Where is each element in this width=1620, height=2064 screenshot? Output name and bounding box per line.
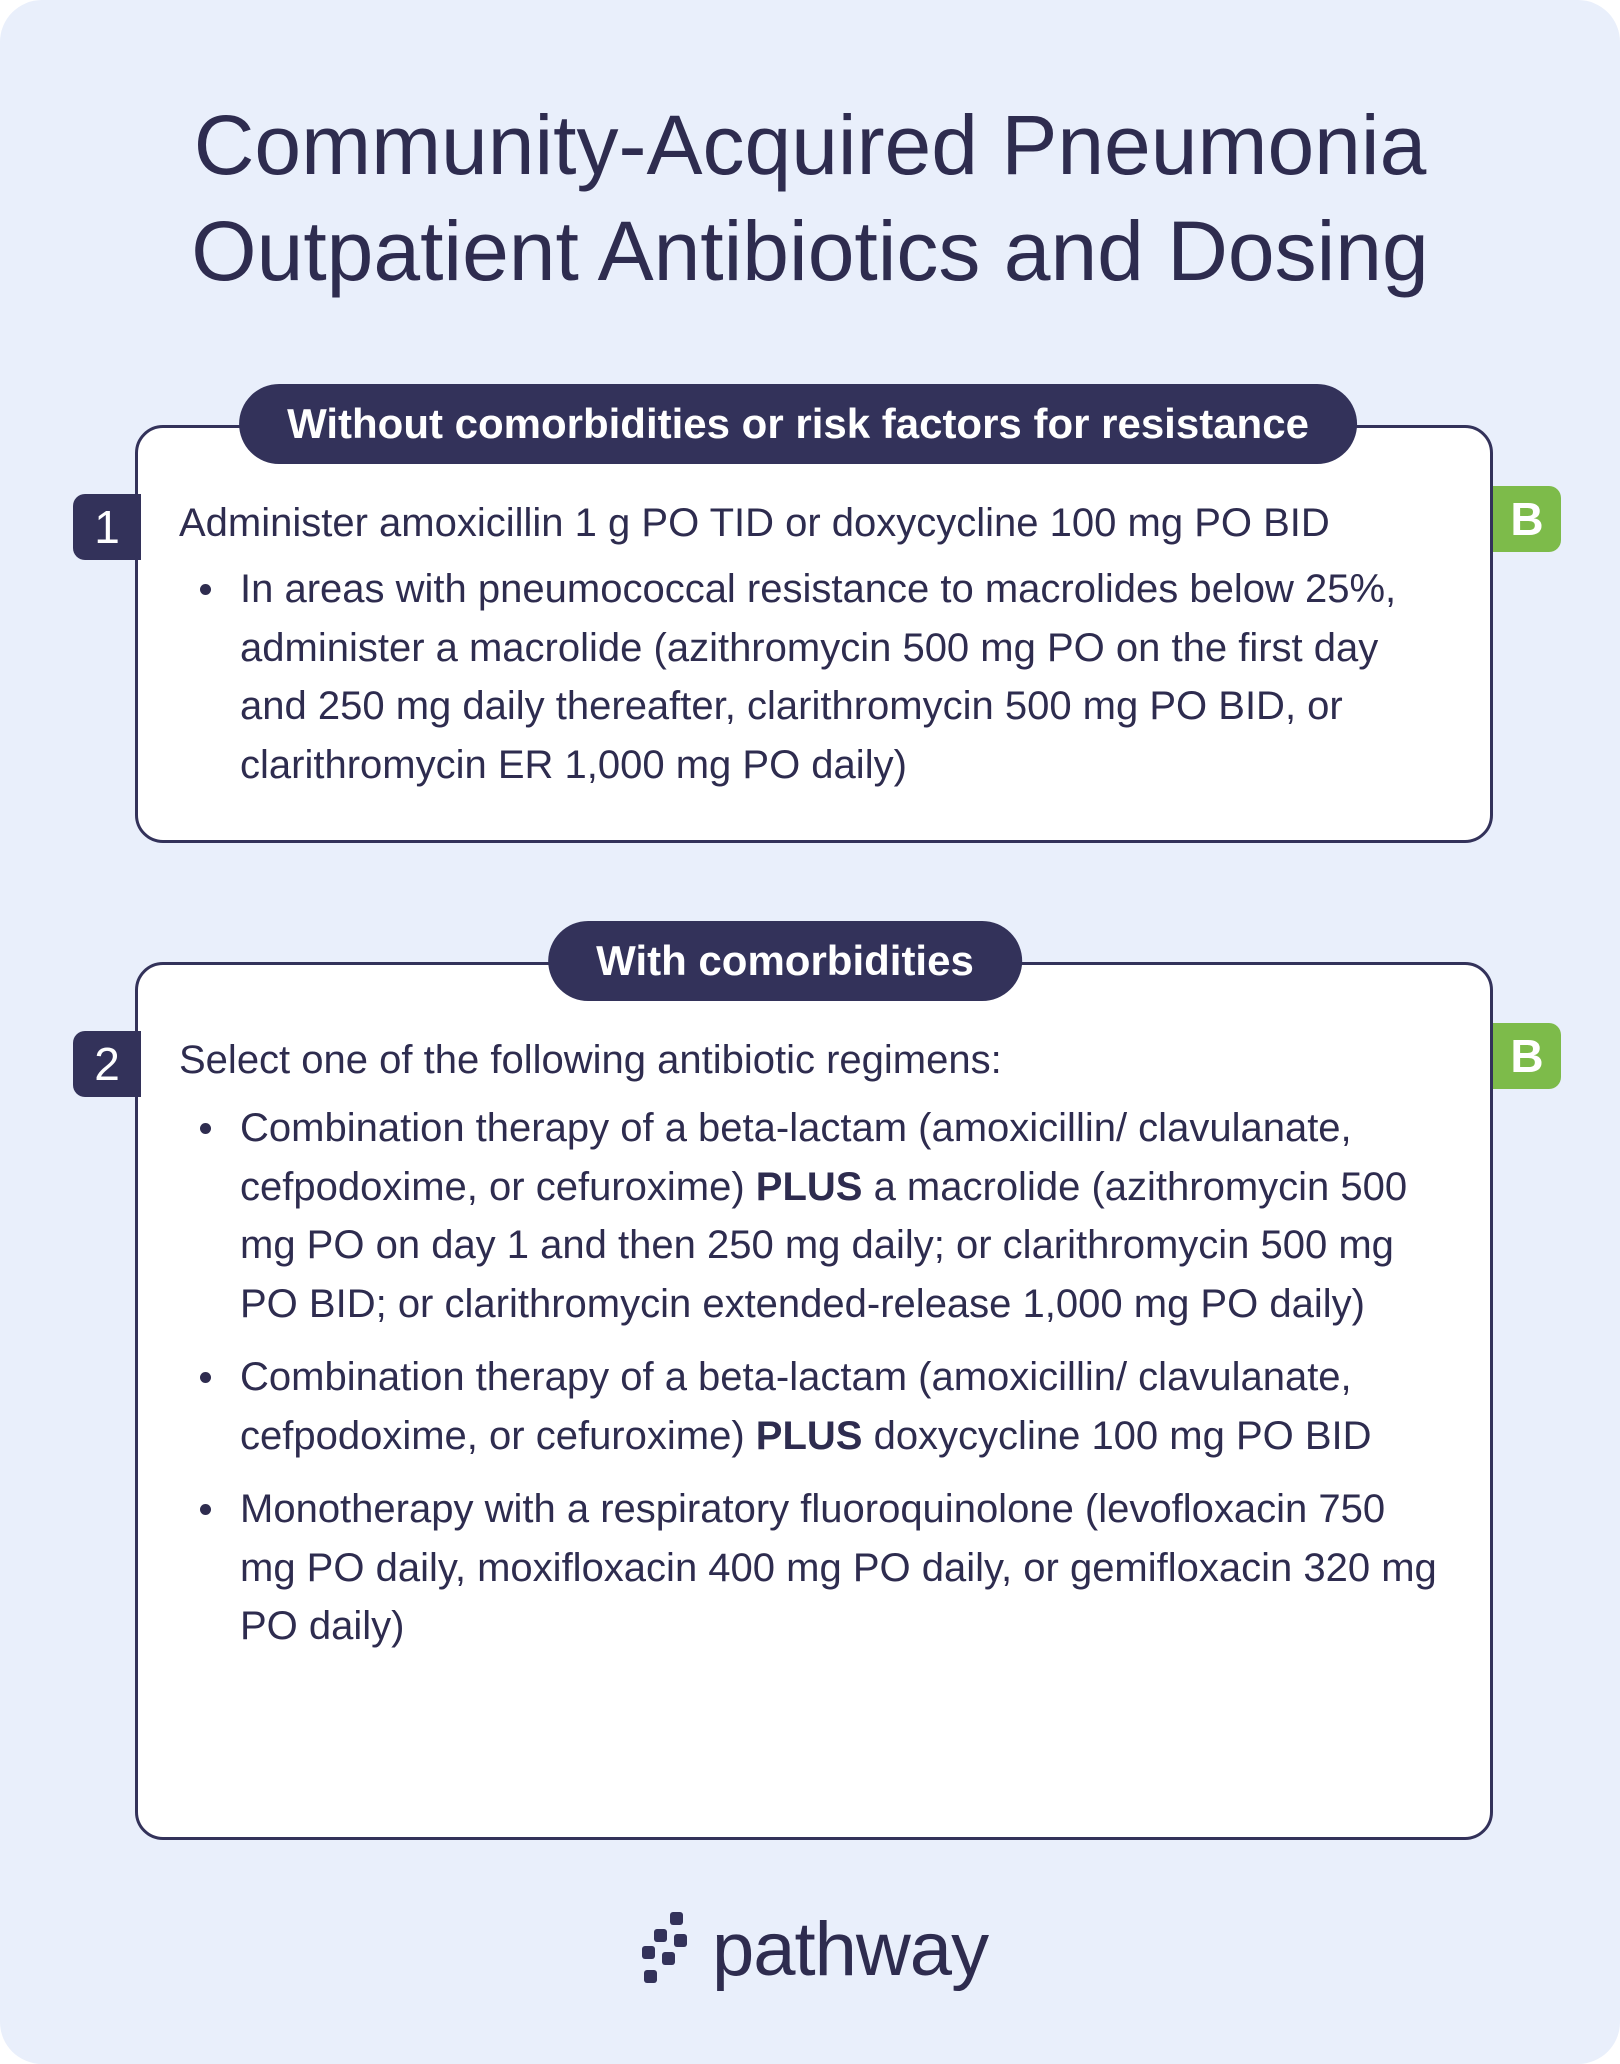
section-label-1: Without comorbidities or risk factors for resistance <box>239 384 1357 464</box>
logo-wordmark: pathway <box>712 1907 989 1992</box>
page-title <box>0 92 1620 304</box>
step-number-1: 1 <box>73 494 141 560</box>
pathway-dots-icon <box>640 1912 692 1988</box>
section-bullets-1 <box>138 560 1450 809</box>
plus-emphasis: PLUS <box>755 1413 863 1458</box>
title-line-1: Community-Acquired Pneumonia <box>193 98 1427 192</box>
pathway-logo <box>640 1905 988 1995</box>
bullet-item: Monotherapy with a respiratory fluoroquinolone (levofloxacin 750 mg PO daily, moxifloxacin 400 mg PO daily, or gemifloxacin 320 mg PO daily) <box>240 1480 1450 1656</box>
section-card-2 <box>94 937 1544 1840</box>
bullet-item: Combination therapy of a beta-lactam (amoxicillin/ clavulanate, cefpodoxime, or cefuroxime) PLUS a macrolide (azithromycin 500 mg PO on day 1 and then 250 mg daily; or clarithromycin 500 mg PO BID; or clarithromycin extended-release 1,000 mg PO daily) <box>240 1099 1450 1333</box>
section-bullets-2 <box>138 1099 1450 1671</box>
section-lead-1: Administer amoxicillin 1 g PO TID or doxycycline 100 mg PO BID <box>179 501 1330 545</box>
plus-emphasis: PLUS <box>755 1164 863 1209</box>
bullet-item: Combination therapy of a beta-lactam (amoxicillin/ clavulanate, cefpodoxime, or cefuroxime) PLUS doxycycline 100 mg PO BID <box>240 1348 1450 1465</box>
section-lead-2: Select one of the following antibiotic regimens: <box>179 1038 1002 1082</box>
evidence-grade-badge-1: B <box>1493 486 1561 552</box>
section-card-1 <box>94 400 1544 843</box>
bullet-item: In areas with pneumococcal resistance to macrolides below 25%, administer a macrolide (azithromycin 500 mg PO on the first day and 250 mg daily thereafter, clarithromycin 500 mg PO BID, or clarithromycin ER 1,000 mg PO daily) <box>240 560 1450 794</box>
step-number-2: 2 <box>73 1031 141 1097</box>
title-line-2: Outpatient Antibiotics and Dosing <box>191 204 1429 298</box>
section-label-2: With comorbidities <box>548 921 1022 1001</box>
evidence-grade-badge-2: B <box>1493 1023 1561 1089</box>
